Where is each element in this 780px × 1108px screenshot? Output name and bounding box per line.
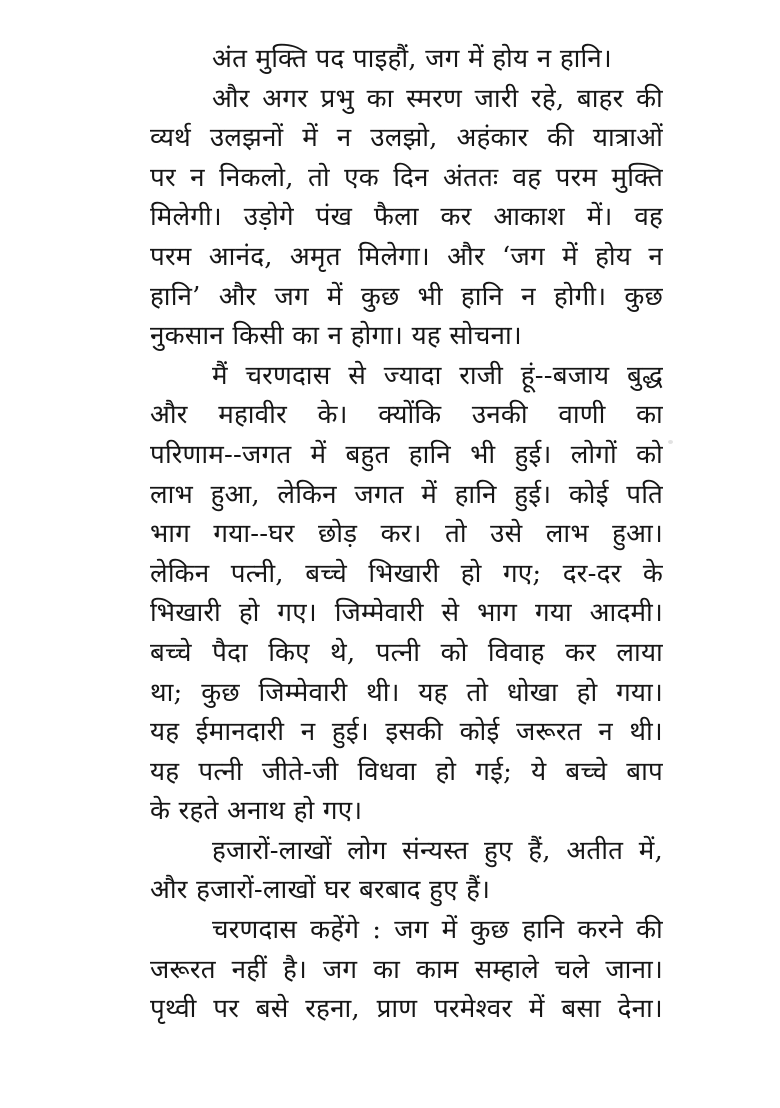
- text-line: पृथ्वी पर बसे रहना, प्राण परमेश्वर में बसा देना।: [150, 994, 663, 1025]
- text-line: लाभ हुआ, लेकिन जगत में हानि हुई। कोई पति: [150, 479, 663, 510]
- text-line: मिलेगी। उड़ोगे पंख फैला कर आकाश में। वह: [150, 202, 663, 233]
- text-line: यह ईमानदारी न हुई। इसकी कोई जरूरत न थी।: [150, 717, 663, 748]
- scan-speck: [668, 440, 673, 444]
- text-line: भाग गया--घर छोड़ कर। तो उसे लाभ हुआ।: [150, 519, 663, 550]
- text-line: और अगर प्रभु का स्मरण जारी रहे, बाहर की: [212, 83, 663, 114]
- text-line: था; कुछ जिम्मेवारी थी। यह तो धोखा हो गया।: [150, 677, 663, 708]
- text-line: जरूरत नहीं है। जग का काम सम्हाले चले जाना।: [150, 954, 663, 985]
- text-line: और महावीर के। क्योंकि उनकी वाणी का: [150, 400, 663, 431]
- text-line: के रहते अनाथ हो गए।: [150, 796, 363, 827]
- scan-speck: [648, 136, 654, 140]
- text-line: यह पत्नी जीते-जी विधवा हो गई; ये बच्चे बाप: [150, 756, 663, 787]
- text-line: हजारों-लाखों लोग संन्यस्त हुए हैं, अतीत में,: [212, 835, 663, 866]
- text-line: हानि’ और जग में कुछ भी हानि न होगी। कुछ: [150, 281, 663, 312]
- text-line: व्यर्थ उलझनों में न उलझो, अहंकार की यात्राओं: [150, 123, 663, 154]
- text-line: भिखारी हो गए। जिम्मेवारी से भाग गया आदमी।: [150, 598, 663, 629]
- text-line: नुकसान किसी का न होगा। यह सोचना।: [150, 321, 522, 352]
- text-line: अंत मुक्ति पद पाइहौं, जग में होय न हानि।: [212, 44, 612, 74]
- text-line: लेकिन पत्नी, बच्चे भिखारी हो गए; दर-दर के: [150, 558, 663, 589]
- text-line: पर न निकलो, तो एक दिन अंततः वह परम मुक्ति: [150, 162, 663, 193]
- text-line: चरणदास कहेंगे : जग में कुछ हानि करने की: [212, 915, 663, 946]
- text-block: [150, 40, 663, 1030]
- text-line: परिणाम--जगत में बहुत हानि भी हुई। लोगों को: [150, 439, 663, 470]
- text-line: और हजारों-लाखों घर बरबाद हुए हैं।: [150, 875, 491, 906]
- text-line: परम आनंद, अमृत मिलेगा। और ‘जग में होय न: [150, 241, 663, 272]
- text-line: मैं चरणदास से ज्यादा राजी हूं--बजाय बुद्ध: [212, 360, 663, 391]
- text-line: बच्चे पैदा किए थे, पत्नी को विवाह कर लाया: [150, 637, 663, 668]
